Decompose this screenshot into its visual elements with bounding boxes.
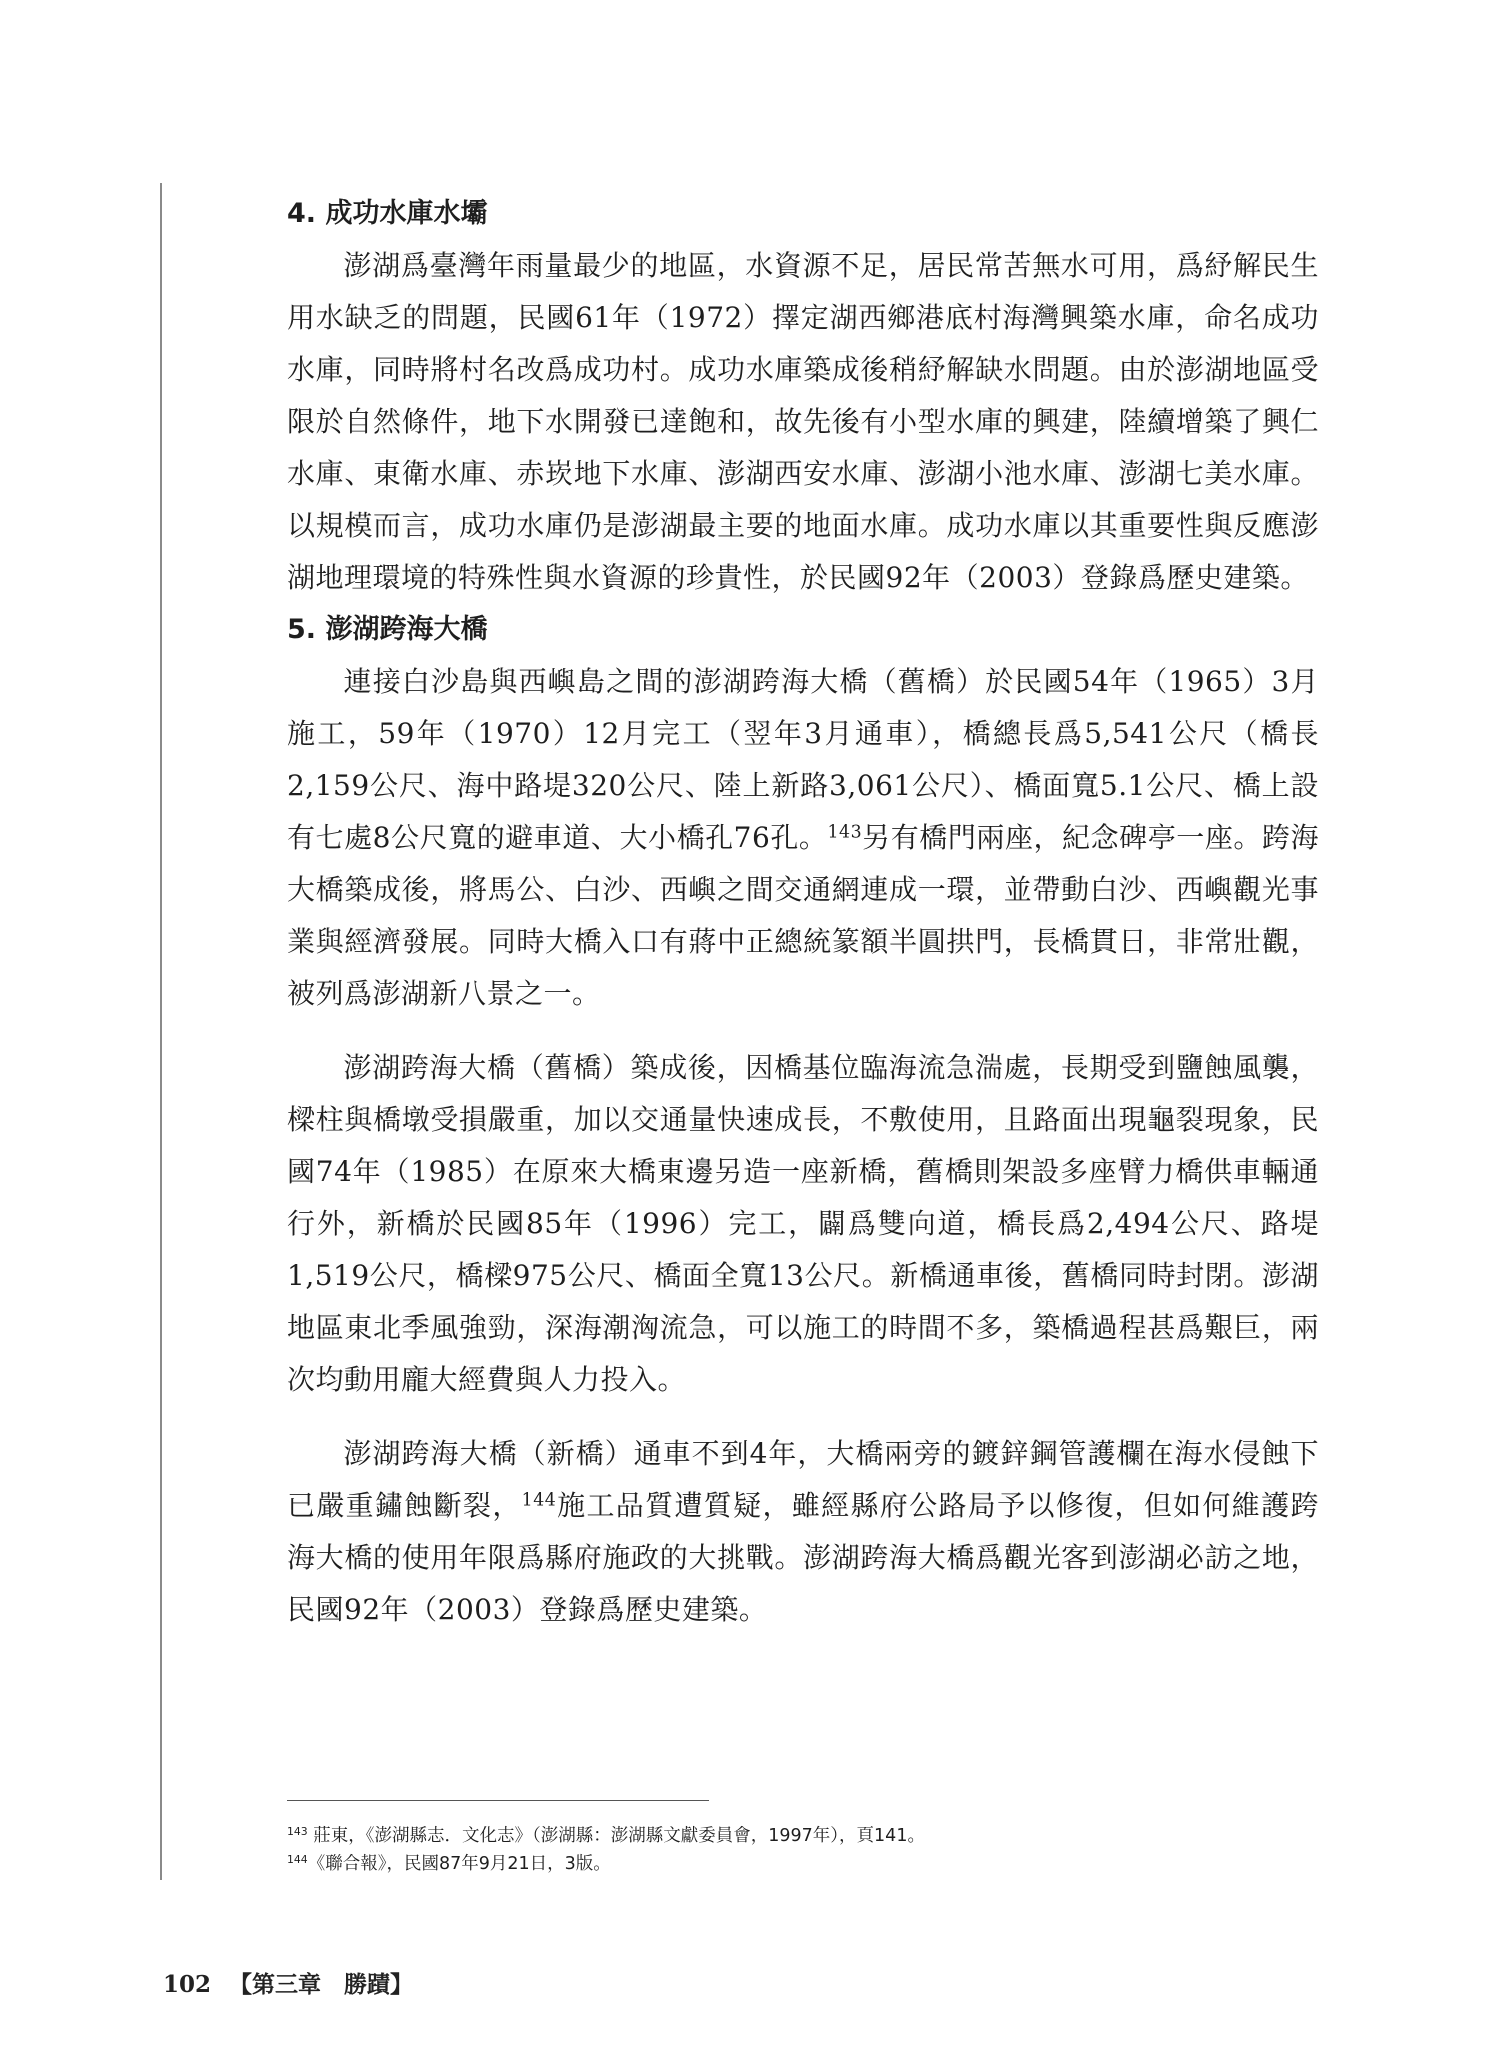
section-4-heading: 4. 成功水庫水壩 [287, 198, 488, 229]
section-5-paragraph-2: 澎湖跨海大橋（舊橋）築成後，因橋基位臨海流急湍處，長期受到鹽蝕風襲，樑柱與橋墩受損嚴重，加以交通量快速成長，不敷使用，且路面出現龜裂現象，民國74年（1985）在原來大橋東邊另造一座新橋，舊橋則架設多座臂力橋供車輛通行外，新橋於民國85年（1996）完工，闢爲雙向道，橋長爲2,494公尺、路堤1,519公尺，橋樑975公尺、橋面全寬13公尺。新橋通車後，舊橋同時封閉。澎湖地區東北季風強勁，深海潮洶流急，可以施工的時間不多，築橋過程甚爲艱巨，兩次均動用龐大經費與人力投入。 [287, 1051, 1319, 1396]
paragraph-text: 澎湖跨海大橋（新橋）通車不到4年，大橋兩旁的鍍鋅鋼管護欄在海水侵蝕下已嚴重鏽蝕斷裂， [287, 1437, 1319, 1522]
paragraph-text: 施工品質遭質疑，雖經縣府公路局予以修復，但如何維護跨海大橋的使用年限爲縣府施政的大挑戰。澎湖跨海大橋爲觀光客到澎湖必訪之地，民國92年（2003）登錄爲歷史建築。 [287, 1489, 1319, 1626]
footnote-text: 《聯合報》，民國87年9月21日，3版。 [307, 1854, 611, 1874]
page-footer [163, 1966, 413, 1999]
footnote-144 [287, 1850, 1327, 1878]
page-number: 102 [163, 1971, 212, 1998]
section-5-heading: 5. 澎湖跨海大橋 [287, 614, 488, 645]
footnote-143 [287, 1822, 1327, 1850]
paragraph-text: 另有橋門兩座，紀念碑亭一座。跨海大橋築成後，將馬公、白沙、西嶼之間交通網連成一環，並帶動白沙、西嶼觀光事業與經濟發展。同時大橋入口有蔣中正總統篆額半圓拱門，長橋貫日，非常壯觀，被列爲澎湖新八景之一。 [287, 821, 1319, 1010]
footnote-text: 莊東，《澎湖縣志．文化志》（澎湖縣：澎湖縣文獻委員會，1997年），頁141。 [307, 1826, 925, 1846]
main-content [287, 188, 1319, 1636]
footnote-ref-144[interactable]: 144 [521, 1490, 557, 1511]
footnote-ref-143[interactable]: 143 [827, 822, 863, 843]
section-4-paragraph: 澎湖爲臺灣年雨量最少的地區，水資源不足，居民常苦無水可用，爲紓解民生用水缺乏的問題，民國61年（1972）擇定湖西鄉港底村海灣興築水庫，命名成功水庫，同時將村名改爲成功村。成功水庫築成後稍紓解缺水問題。由於澎湖地區受限於自然條件，地下水開發已達飽和，故先後有小型水庫的興建，陸續增築了興仁水庫、東衛水庫、赤崁地下水庫、澎湖西安水庫、澎湖小池水庫、澎湖七美水庫。以規模而言，成功水庫仍是澎湖最主要的地面水庫。成功水庫以其重要性與反應澎湖地理環境的特殊性與水資源的珍貴性，於民國92年（2003）登錄爲歷史建築。 [287, 249, 1319, 594]
footnote-number: 143 [287, 1825, 308, 1839]
section-5-paragraph-3 [287, 1428, 1319, 1636]
section-5-paragraph-1 [287, 656, 1319, 1020]
margin-rule [160, 183, 162, 1880]
paragraph-text: 連接白沙島與西嶼島之間的澎湖跨海大橋（舊橋）於民國54年（1965）3月施工，59年（1970）12月完工（翌年3月通車），橋總長爲5,541公尺（橋長2,159公尺、海中路堤320公尺、陸上新路3,061公尺）、橋面寬5.1公尺、橋上設有七處8公尺寬的避車道、大小橋孔76孔。 [287, 665, 1319, 854]
chapter-label: 【第三章 勝蹟】 [229, 1971, 414, 1998]
footnote-divider [287, 1800, 709, 1801]
footnotes [287, 1822, 1327, 1878]
footnote-number: 144 [287, 1853, 308, 1867]
